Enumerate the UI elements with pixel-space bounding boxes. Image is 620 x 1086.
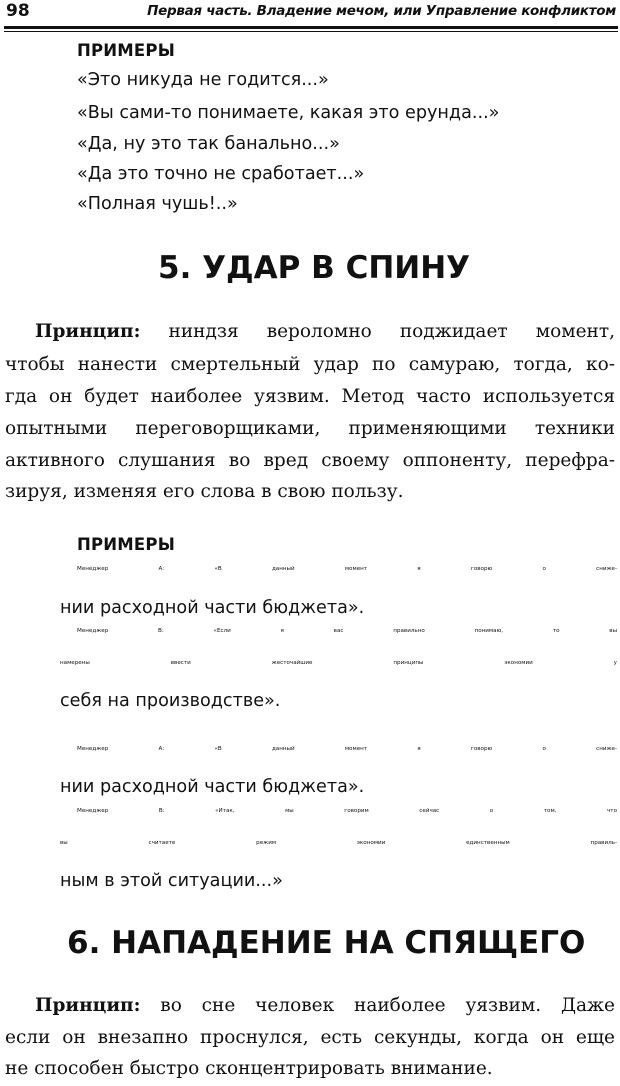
examples-label: ПРИМЕРЫ <box>77 41 175 60</box>
dialogue-line: намерены ввести жесточайшие принципы экономии у <box>60 660 617 666</box>
paragraph-line: чтобы нанести смертельный удар по самураю, тогда, ко- <box>5 354 615 375</box>
header-rule-thick <box>4 26 618 29</box>
dialogue-line: Менеджер А: «В данный момент я говорю о сниже- <box>77 566 617 572</box>
paragraph-line <box>35 321 615 342</box>
paragraph-line: не способен быстро сконцентрировать внимание. <box>5 1058 493 1079</box>
paragraph-line: гда он будет наиболее уязвим. Метод часто используется <box>5 386 615 407</box>
dialogue-line: вы считаете режим экономии единственным правиль- <box>60 840 617 846</box>
example-line: «Это никуда не годится...» <box>77 70 329 90</box>
paragraph-line <box>35 995 615 1016</box>
examples-label: ПРИМЕРЫ <box>77 535 175 554</box>
dialogue-line: ным в этой ситуации...» <box>60 871 283 891</box>
paragraph-text: во сне человек наиболее уязвим. Даже <box>160 995 615 1016</box>
dialogue-line: Менеджер А: «В данный момент я говорю о сниже- <box>77 746 617 752</box>
example-line: «Вы сами-то понимаете, какая это ерунда...» <box>77 103 500 123</box>
page-header <box>6 0 616 24</box>
header-rule-thin <box>4 31 618 32</box>
paragraph-line: если он внезапно проснулся, есть секунды, когда он еще <box>5 1027 615 1048</box>
section-heading-6: 6. НАПАДЕНИЕ НА СПЯЩЕГО <box>67 925 586 961</box>
dialogue-line: нии расходной части бюджета». <box>60 598 365 618</box>
section-heading-5: 5. УДАР В СПИНУ <box>158 250 471 286</box>
principle-label: Принцип: <box>35 995 141 1016</box>
dialogue-line: нии расходной части бюджета». <box>60 777 365 797</box>
page-number: 98 <box>6 1 30 21</box>
dialogue-line: Менеджер В: «Итак, мы говорим сейчас о том, что <box>77 808 617 814</box>
example-line: «Да это точно не сработает...» <box>77 164 365 184</box>
paragraph-line: зируя, изменяя его слова в свою пользу. <box>5 481 404 502</box>
dialogue-line: себя на производстве». <box>60 691 281 711</box>
running-head: Первая часть. Владение мечом, или Управление конфликтом <box>147 3 616 19</box>
example-line: «Полная чушь!..» <box>77 194 238 214</box>
dialogue-line: Менеджер В: «Если я вас правильно понимаю, то вы <box>77 628 617 634</box>
paragraph-text: ниндзя вероломно поджидает момент, <box>168 321 616 342</box>
paragraph-line: опытными переговорщиками, применяющими техники <box>5 418 615 439</box>
example-line: «Да, ну это так банально...» <box>77 134 340 154</box>
principle-label: Принцип: <box>35 321 141 342</box>
paragraph-line: активного слушания во вред своему оппоненту, перефра- <box>5 450 615 471</box>
